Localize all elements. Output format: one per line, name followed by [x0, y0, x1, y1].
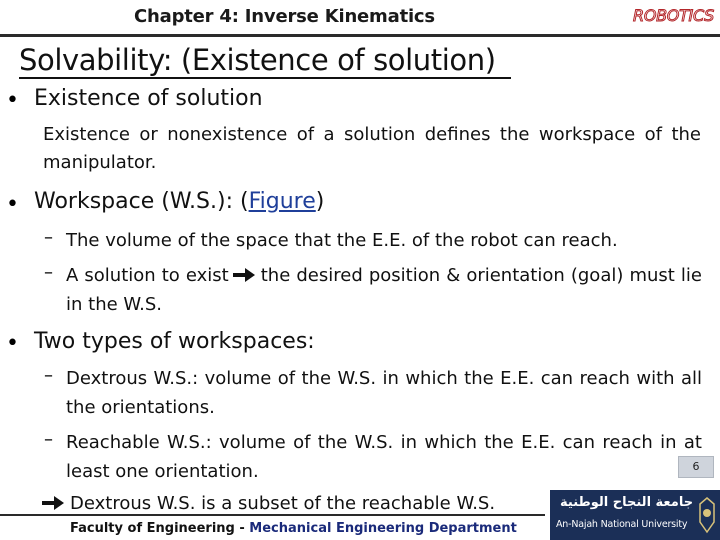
workspace-label: Workspace (W.S.): (: [34, 189, 249, 214]
header-divider: [0, 34, 720, 37]
existence-paragraph: Existence or nonexistence of a solution defines the workspace of the manipulator.: [43, 124, 701, 173]
slide-title: Solvability: (Existence of solution): [19, 43, 496, 77]
logo-english: An-Najah National University: [556, 519, 688, 530]
solution-exists-text: A solution to exist: [66, 265, 229, 286]
dash-marker: –: [44, 262, 53, 283]
dash-marker: –: [44, 227, 53, 248]
bullet-marker: •: [6, 192, 19, 217]
bullet-workspace: [34, 189, 324, 214]
footer-faculty: Faculty of Engineering -: [70, 521, 250, 536]
brand-logo-text: ROBOTICS: [633, 6, 714, 25]
crest-icon: [698, 496, 716, 534]
slide-header: [0, 0, 720, 36]
dash-marker: –: [44, 365, 53, 386]
bullet-marker: •: [6, 88, 19, 113]
workspace-label-close: ): [315, 189, 325, 214]
footer-department: Mechanical Engineering Department: [249, 521, 517, 536]
bullet-two-types: Two types of workspaces:: [34, 329, 315, 354]
bullet-marker: •: [6, 331, 19, 356]
title-underline: [19, 77, 511, 79]
university-logo: [550, 490, 720, 540]
sub-dextrous: Dextrous W.S.: volume of the W.S. in which the E.E. can reach with all the orientations.: [66, 368, 702, 418]
page-number: 6: [678, 456, 714, 478]
bullet-existence: Existence of solution: [34, 86, 263, 111]
right-arrow-icon: [233, 268, 255, 282]
sub-solution-exists: [66, 261, 702, 319]
conclusion-text: Dextrous W.S. is a subset of the reachable W.S.: [70, 493, 496, 514]
sub-reachable: Reachable W.S.: volume of the W.S. in which the E.E. can reach in at least one orientation.: [66, 432, 702, 482]
footer-text: [70, 521, 517, 536]
right-arrow-icon: [42, 496, 64, 510]
sub-volume: The volume of the space that the E.E. of the robot can reach.: [66, 230, 618, 251]
dash-marker: –: [44, 429, 53, 450]
goal-text: the desired position & orientation (goal) must lie in the W.S.: [66, 265, 702, 315]
logo-arabic: جامعة النجاح الوطنية: [560, 495, 694, 510]
footer-divider: [0, 514, 545, 516]
chapter-title: Chapter 4: Inverse Kinematics: [134, 6, 435, 27]
figure-link[interactable]: Figure: [248, 189, 316, 214]
